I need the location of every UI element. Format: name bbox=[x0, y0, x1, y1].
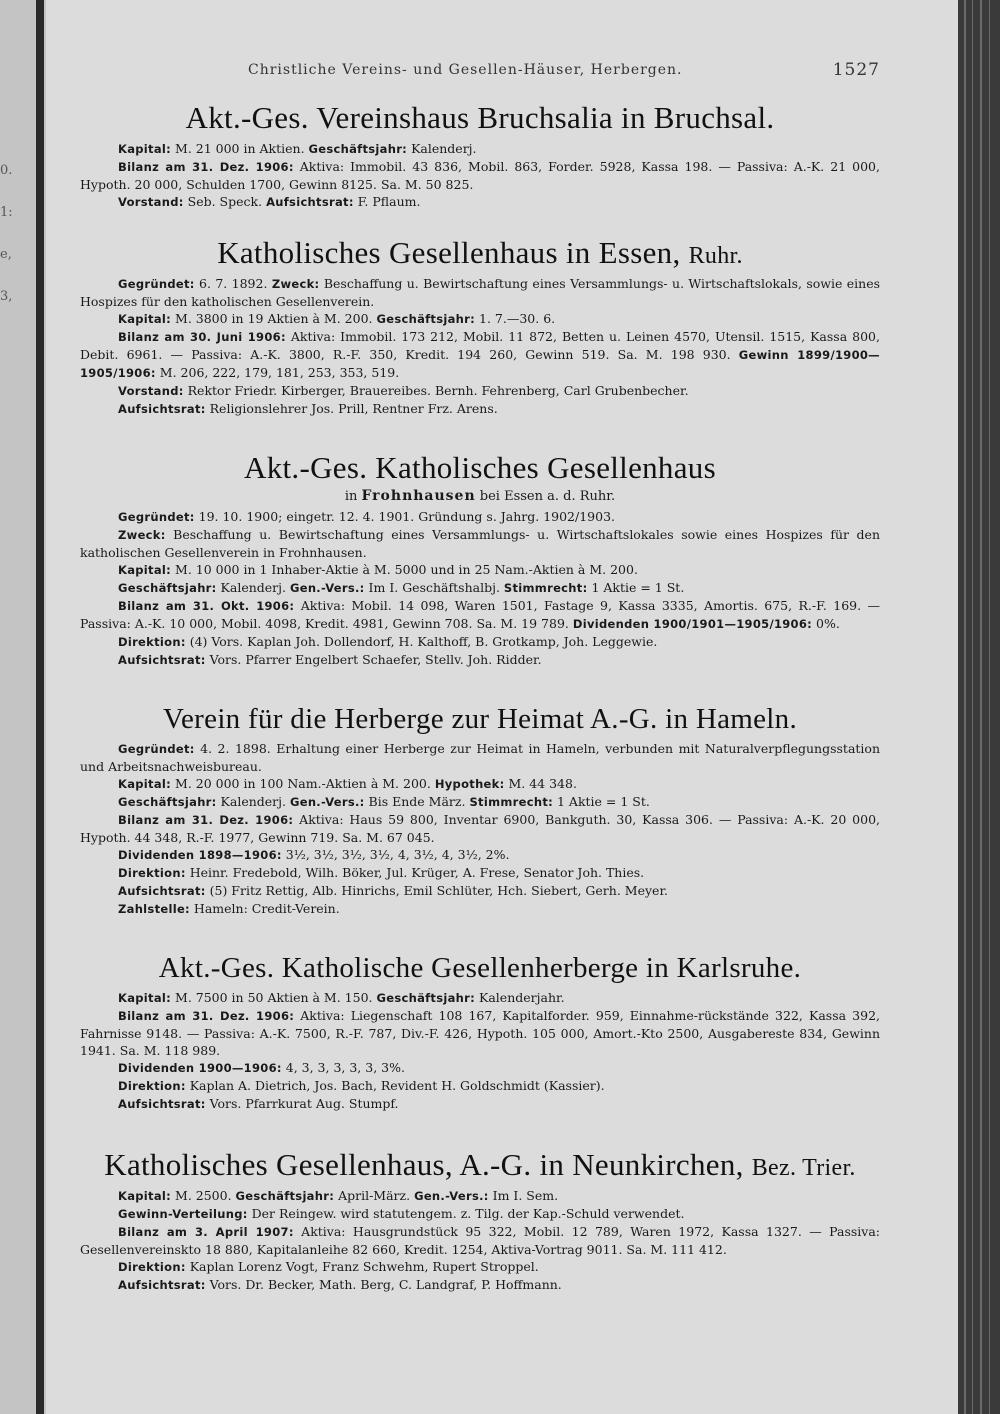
field-value: 0%. bbox=[812, 616, 840, 631]
field-label: Gen.-Vers.: bbox=[289, 581, 365, 595]
company-entry bbox=[80, 235, 880, 418]
entry-paragraph bbox=[80, 793, 880, 811]
field-value: M. 206, 222, 179, 181, 253, 353, 519. bbox=[155, 365, 400, 380]
field-label: Dividenden 1900—1906: bbox=[118, 1061, 282, 1075]
entry-paragraph bbox=[80, 158, 880, 193]
entry-subtitle bbox=[80, 488, 880, 504]
entry-paragraph bbox=[80, 597, 880, 633]
field-label: Direktion: bbox=[118, 635, 186, 649]
entry-title bbox=[80, 952, 880, 985]
field-label: Gen.-Vers.: bbox=[414, 1189, 489, 1203]
field-label: Dividenden 1898—1906: bbox=[118, 848, 282, 862]
book-spine bbox=[36, 0, 44, 1414]
field-value: (5) Fritz Rettig, Alb. Hinrichs, Emil Schlüter, Hch. Siebert, Gerh. Meyer. bbox=[205, 883, 669, 898]
field-value: M. 44 348. bbox=[504, 776, 577, 791]
field-value: Beschaffung u. Bewirtschaftung eines Versammlungs- u. Wirtschaftslokals, sowie eines Hospizes für den katholischen Gesellenverein. bbox=[80, 276, 881, 309]
field-label: Bilanz am 31. Dez. 1906: bbox=[118, 1009, 295, 1023]
entry-title bbox=[80, 235, 880, 271]
field-label: Geschäftsjahr: bbox=[376, 991, 476, 1005]
field-label: Dividenden 1900/1901—1905/1906: bbox=[572, 617, 813, 631]
field-label: Geschäftsjahr: bbox=[235, 1189, 335, 1203]
field-label: Bilanz am 31. Dez. 1906: bbox=[118, 813, 294, 827]
entry-body bbox=[80, 275, 880, 418]
field-value: Religionslehrer Jos. Prill, Rentner Frz. Arens. bbox=[205, 401, 498, 416]
field-value: 4, 3, 3, 3, 3, 3, 3%. bbox=[281, 1060, 405, 1075]
entry-title bbox=[80, 100, 880, 136]
field-label: Vorstand: bbox=[118, 195, 184, 209]
entry-paragraph bbox=[80, 1059, 880, 1077]
field-label: Aufsichtsrat: bbox=[266, 195, 354, 209]
field-label: Kapital: bbox=[118, 991, 172, 1005]
field-label: Aufsichtsrat: bbox=[118, 653, 206, 667]
field-label: Kapital: bbox=[118, 563, 172, 577]
field-label: Geschäftsjahr: bbox=[308, 142, 408, 156]
field-value: 6. 7. 1892. bbox=[194, 276, 268, 291]
entry-paragraph bbox=[80, 1258, 880, 1276]
field-value: Kalenderjahr. bbox=[475, 990, 565, 1005]
entry-paragraph bbox=[80, 310, 880, 328]
field-value: Kalenderj. bbox=[216, 580, 286, 595]
running-head-title: Christliche Vereins- und Gesellen-Häuser, Herbergen. bbox=[248, 62, 683, 78]
field-label: Bilanz am 31. Okt. 1906: bbox=[118, 599, 295, 613]
entry-title bbox=[80, 1147, 880, 1183]
field-value: 3½, 3½, 3½, 3½, 4, 3½, 4, 3½, 2%. bbox=[281, 847, 510, 862]
entry-title-text: Katholisches Gesellenhaus, A.-G. in Neunkirchen, bbox=[104, 1147, 744, 1182]
field-value: M. 21 000 in Aktien. bbox=[171, 141, 305, 156]
field-value: Aktiva: Hausgrundstück 95 322, Mobil. 12 789, Waren 1972, Kassa 1327. — Passiva: Gesellenvereinskto 18 880, Kapitalanleihe 82 660, Kredit. 1254, Aktiva-Vortrag 9011. Sa. M. 111 412. bbox=[80, 1224, 880, 1257]
field-value: Heinr. Fredebold, Wilh. Böker, Jul. Krüger, A. Frese, Senator Joh. Thies. bbox=[185, 865, 645, 880]
field-value: Vors. Pfarrkurat Aug. Stumpf. bbox=[205, 1096, 399, 1111]
field-value: Rektor Friedr. Kirberger, Brauereibes. Bernh. Fehrenberg, Carl Grubenbecher. bbox=[183, 383, 689, 398]
entry-title bbox=[80, 703, 880, 736]
field-label: Kapital: bbox=[118, 777, 172, 791]
field-value: Vors. Pfarrer Engelbert Schaefer, Stellv. Joh. Ridder. bbox=[205, 652, 542, 667]
company-entry bbox=[80, 952, 880, 1113]
field-label: Bilanz am 30. Juni 1906: bbox=[118, 330, 286, 344]
field-label: Gen.-Vers.: bbox=[289, 795, 365, 809]
field-label: Geschäftsjahr: bbox=[118, 795, 217, 809]
entries-list bbox=[80, 100, 880, 1294]
entry-title-text: Akt.-Ges. Katholische Gesellenherberge in Karlsruhe. bbox=[158, 952, 802, 984]
entry-title-text: Verein für die Herberge zur Heimat A.-G. in Hameln. bbox=[162, 703, 797, 735]
field-value: (4) Vors. Kaplan Joh. Dollendorf, H. Kalthoff, B. Grotkamp, Joh. Leggewie. bbox=[185, 634, 658, 649]
entry-paragraph bbox=[80, 1077, 880, 1095]
entry-body bbox=[80, 989, 880, 1113]
company-entry bbox=[80, 100, 880, 211]
field-value: 19. 10. 1900; eingetr. 12. 4. 1901. Gründung s. Jahrg. 1902/1903. bbox=[194, 509, 616, 524]
field-value: 1. 7.—30. 6. bbox=[475, 311, 556, 326]
field-value: Im I. Geschäftshalbj. bbox=[364, 580, 500, 595]
entry-subtitle-part: in bbox=[344, 489, 362, 504]
margin-mark: 3, bbox=[0, 289, 13, 304]
field-label: Direktion: bbox=[118, 1079, 186, 1093]
field-value: M. 2500. bbox=[171, 1188, 232, 1203]
entry-paragraph bbox=[80, 651, 880, 669]
entry-title-text: Akt.-Ges. Vereinshaus Bruchsalia in Bruchsal. bbox=[185, 100, 775, 135]
field-label: Geschäftsjahr: bbox=[376, 312, 476, 326]
field-label: Zweck: bbox=[271, 277, 320, 291]
field-label: Kapital: bbox=[118, 312, 172, 326]
entry-paragraph bbox=[80, 1223, 880, 1258]
entry-paragraph bbox=[80, 1095, 880, 1113]
entry-body bbox=[80, 508, 880, 669]
entry-title-location: Ruhr. bbox=[688, 243, 743, 269]
company-entry bbox=[80, 1147, 880, 1294]
entry-paragraph bbox=[80, 193, 880, 211]
entry-paragraph bbox=[80, 400, 880, 418]
field-value: M. 7500 in 50 Aktien à M. 150. bbox=[171, 990, 373, 1005]
field-label: Kapital: bbox=[118, 142, 172, 156]
field-value: Seb. Speck. bbox=[183, 194, 263, 209]
margin-marks bbox=[0, 150, 13, 318]
field-label: Aufsichtsrat: bbox=[118, 1278, 206, 1292]
entry-title-location: Bez. Trier. bbox=[751, 1155, 856, 1181]
field-value: M. 10 000 in 1 Inhaber-Aktie à M. 5000 und in 25 Nam.-Aktien à M. 200. bbox=[171, 562, 638, 577]
field-value: Aktiva: Liegenschaft 108 167, Kapitalforder. 959, Einnahme-rückstände 322, Kassa 392, Fahrnisse 9148. — Passiva: A.-K. 7500, R.-F. 787, Div.-F. 426, Hypoth. 105 000, Amort.-Kto 2500, Ausgabereste 834, Gewinn 1941. Sa. M. 118 989. bbox=[80, 1008, 880, 1058]
field-value: Aktiva: Mobil. 14 098, Waren 1501, Fastage 9, Kassa 3335, Amortis. 675, R.-F. 169. — Passiva: A.-K. 10 000, Mobil. 4098, Kredit. 4981, Gewinn 708. Sa. M. 19 789. bbox=[80, 598, 880, 631]
entry-paragraph bbox=[80, 900, 880, 918]
company-entry bbox=[80, 703, 880, 918]
entry-paragraph bbox=[80, 989, 880, 1007]
entry-paragraph bbox=[80, 382, 880, 400]
field-label: Stimmrecht: bbox=[469, 795, 554, 809]
field-label: Zahlstelle: bbox=[118, 902, 190, 916]
field-label: Aufsichtsrat: bbox=[118, 402, 206, 416]
field-value: Der Reingew. wird statutengem. z. Tilg. der Kap.-Schuld verwendet. bbox=[247, 1206, 685, 1221]
field-label: Gewinn 1899/1900—1905/1906: bbox=[80, 348, 880, 380]
field-value: Aktiva: Immobil. 43 836, Mobil. 863, Forder. 5928, Kassa 198. — Passiva: A.-K. 21 000, Hypoth. 20 000, Schulden 1700, Gewinn 8125. Sa. M. 50 825. bbox=[80, 159, 880, 192]
field-label: Direktion: bbox=[118, 866, 186, 880]
field-value: M. 3800 in 19 Aktien à M. 200. bbox=[171, 311, 373, 326]
field-label: Kapital: bbox=[118, 1189, 172, 1203]
entry-paragraph bbox=[80, 508, 880, 526]
entry-paragraph bbox=[80, 633, 880, 651]
page-content bbox=[80, 60, 880, 1306]
field-value: 4. 2. 1898. Erhaltung einer Herberge zur Heimat in Hameln, verbunden mit Naturalverpflegungsstation und Arbeitsnachweisbureau. bbox=[80, 741, 880, 774]
entry-subtitle-part: bei Essen a. d. Ruhr. bbox=[475, 489, 616, 504]
entry-paragraph bbox=[80, 740, 880, 775]
margin-mark: 1: bbox=[0, 205, 13, 220]
company-entry bbox=[80, 450, 880, 669]
field-label: Bilanz am 3. April 1907: bbox=[118, 1225, 294, 1239]
entry-paragraph bbox=[80, 1187, 880, 1205]
field-label: Aufsichtsrat: bbox=[118, 884, 206, 898]
entry-paragraph bbox=[80, 1276, 880, 1294]
margin-mark: e, bbox=[0, 247, 12, 262]
field-label: Hypothek: bbox=[434, 777, 505, 791]
field-label: Geschäftsjahr: bbox=[118, 581, 217, 595]
entry-paragraph bbox=[80, 811, 880, 846]
right-page-stack bbox=[958, 0, 1000, 1414]
field-value: Aktiva: Immobil. 173 212, Mobil. 11 872, Betten u. Leinen 4570, Utensil. 1515, Kassa 800, Debit. 6961. — Passiva: A.-K. 3800, R.-F. 350, Kredit. 194 260, Gewinn 519. Sa. M. 198 930. bbox=[80, 329, 880, 362]
entry-paragraph bbox=[80, 579, 880, 597]
field-label: Gegründet: bbox=[118, 510, 195, 524]
field-value: Kalenderj. bbox=[216, 794, 286, 809]
field-value: Kalenderj. bbox=[407, 141, 477, 156]
field-value: Vors. Dr. Becker, Math. Berg, C. Landgraf, P. Hoffmann. bbox=[205, 1277, 562, 1292]
field-label: Vorstand: bbox=[118, 384, 184, 398]
entry-paragraph bbox=[80, 1205, 880, 1223]
running-head bbox=[80, 60, 880, 90]
field-label: Zweck: bbox=[118, 528, 166, 542]
entry-subtitle-part: Frohnhausen bbox=[361, 488, 476, 504]
field-label: Direktion: bbox=[118, 1260, 186, 1274]
entry-paragraph bbox=[80, 775, 880, 793]
entry-paragraph bbox=[80, 846, 880, 864]
field-value: Beschaffung u. Bewirtschaftung eines Versammlungs- u. Wirtschaftslokales sowie eines Hospizes für den katholischen Gesellenverein in Frohnhausen. bbox=[80, 527, 880, 560]
field-value: 1 Aktie = 1 St. bbox=[553, 794, 650, 809]
entry-title bbox=[80, 450, 880, 486]
entry-title-text: Akt.-Ges. Katholisches Gesellenhaus bbox=[244, 450, 716, 485]
entry-paragraph bbox=[80, 526, 880, 561]
field-label: Gewinn-Verteilung: bbox=[118, 1207, 248, 1221]
page-number: 1527 bbox=[832, 60, 880, 80]
field-value: 1 Aktie = 1 St. bbox=[587, 580, 685, 595]
field-value: April-März. bbox=[334, 1188, 411, 1203]
entry-body bbox=[80, 1187, 880, 1294]
field-value: Hameln: Credit-Verein. bbox=[189, 901, 340, 916]
field-value: M. 20 000 in 100 Nam.-Aktien à M. 200. bbox=[171, 776, 431, 791]
entry-paragraph bbox=[80, 882, 880, 900]
field-value: Im I. Sem. bbox=[488, 1188, 559, 1203]
field-label: Stimmrecht: bbox=[503, 581, 588, 595]
entry-paragraph bbox=[80, 328, 880, 382]
entry-body bbox=[80, 140, 880, 211]
entry-paragraph bbox=[80, 864, 880, 882]
field-label: Bilanz am 31. Dez. 1906: bbox=[118, 160, 294, 174]
field-value: F. Pflaum. bbox=[353, 194, 421, 209]
entry-paragraph bbox=[80, 140, 880, 158]
entry-paragraph bbox=[80, 1007, 880, 1059]
entry-body bbox=[80, 740, 880, 918]
field-value: Kaplan A. Dietrich, Jos. Bach, Revident H. Goldschmidt (Kassier). bbox=[185, 1078, 605, 1093]
field-value: Bis Ende März. bbox=[364, 794, 466, 809]
margin-mark: 0. bbox=[0, 163, 13, 178]
entry-paragraph bbox=[80, 275, 880, 310]
field-label: Gegründet: bbox=[118, 277, 195, 291]
field-label: Gegründet: bbox=[118, 742, 195, 756]
entry-paragraph bbox=[80, 561, 880, 579]
entry-title-text: Katholisches Gesellenhaus in Essen, bbox=[217, 235, 681, 270]
field-value: Aktiva: Haus 59 800, Inventar 6900, Bankguth. 30, Kassa 306. — Passiva: A.-K. 20 000, Hypoth. 44 348, R.-F. 1977, Gewinn 719. Sa. M. 67 045. bbox=[80, 812, 881, 845]
field-label: Aufsichtsrat: bbox=[118, 1097, 206, 1111]
field-value: Kaplan Lorenz Vogt, Franz Schwehm, Rupert Stroppel. bbox=[185, 1259, 539, 1274]
